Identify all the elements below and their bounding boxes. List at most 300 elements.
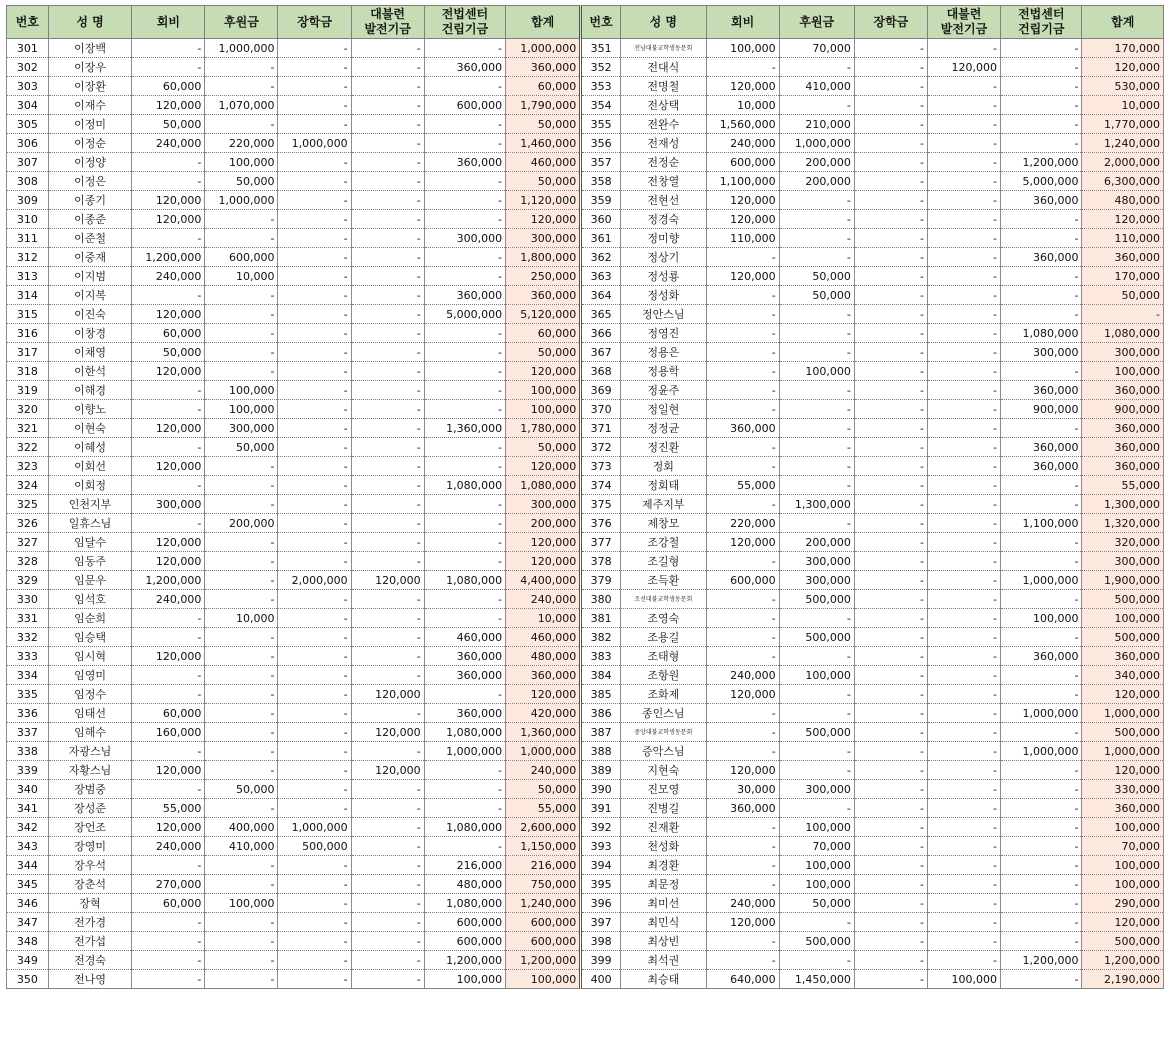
cell-name-left: 임해수 (48, 723, 132, 742)
cell-scholarship-right: - (854, 590, 927, 609)
cell-donation-right: - (779, 96, 854, 115)
cell-center-fund-left: 1,080,000 (424, 723, 505, 742)
cell-center-fund-left: - (424, 381, 505, 400)
header-col-scholarship-left: 장학금 (278, 6, 351, 39)
cell-donation-right: 500,000 (779, 932, 854, 951)
cell-total-right: 1,770,000 (1082, 115, 1164, 134)
cell-scholarship-left: - (278, 210, 351, 229)
cell-scholarship-right: - (854, 837, 927, 856)
cell-scholarship-left: - (278, 343, 351, 362)
cell-donation-left: - (205, 723, 278, 742)
cell-donation-left: 600,000 (205, 248, 278, 267)
cell-fee-right: - (706, 552, 779, 571)
cell-no-right: 384 (581, 666, 621, 685)
cell-dbl-fund-right: - (927, 362, 1000, 381)
cell-name-left: 임문우 (48, 571, 132, 590)
cell-donation-left: - (205, 742, 278, 761)
cell-fee-right: 10,000 (706, 96, 779, 115)
cell-dbl-fund-left: - (351, 210, 424, 229)
cell-dbl-fund-right: 100,000 (927, 970, 1000, 989)
cell-scholarship-left: - (278, 58, 351, 77)
cell-no-right: 359 (581, 191, 621, 210)
cell-scholarship-left: - (278, 628, 351, 647)
cell-scholarship-left: - (278, 609, 351, 628)
cell-scholarship-left: - (278, 305, 351, 324)
cell-scholarship-right: - (854, 381, 927, 400)
cell-center-fund-left: 1,080,000 (424, 476, 505, 495)
cell-fee-right: - (706, 286, 779, 305)
cell-scholarship-right: - (854, 913, 927, 932)
cell-donation-left: 1,000,000 (205, 39, 278, 58)
cell-donation-left: 200,000 (205, 514, 278, 533)
cell-total-left: 120,000 (506, 210, 581, 229)
cell-dbl-fund-left: - (351, 419, 424, 438)
cell-scholarship-right: - (854, 457, 927, 476)
table-row (7, 305, 1164, 324)
cell-total-left: 4,400,000 (506, 571, 581, 590)
header-col-dbl-fund-left: 대불련 발전기금 (351, 6, 424, 39)
cell-dbl-fund-right: - (927, 229, 1000, 248)
cell-name-right: 전재성 (620, 134, 706, 153)
cell-fee-right: 120,000 (706, 191, 779, 210)
cell-dbl-fund-right: - (927, 913, 1000, 932)
cell-total-right: 480,000 (1082, 191, 1164, 210)
cell-fee-right: 120,000 (706, 761, 779, 780)
cell-donation-left: 50,000 (205, 438, 278, 457)
cell-center-fund-right: - (1001, 286, 1082, 305)
cell-scholarship-left: - (278, 267, 351, 286)
cell-scholarship-right: - (854, 248, 927, 267)
cell-no-left: 327 (7, 533, 49, 552)
header-col-scholarship-right: 장학금 (854, 6, 927, 39)
cell-name-left: 임승택 (48, 628, 132, 647)
cell-name-right: 정성화 (620, 286, 706, 305)
cell-dbl-fund-right: - (927, 324, 1000, 343)
cell-no-left: 341 (7, 799, 49, 818)
cell-center-fund-right: 300,000 (1001, 343, 1082, 362)
cell-dbl-fund-left: 120,000 (351, 761, 424, 780)
cell-scholarship-left: - (278, 229, 351, 248)
cell-donation-right: 50,000 (779, 286, 854, 305)
cell-total-left: 360,000 (506, 58, 581, 77)
cell-donation-right: - (779, 191, 854, 210)
cell-dbl-fund-right: - (927, 381, 1000, 400)
cell-fee-left: - (132, 476, 205, 495)
cell-center-fund-left: 600,000 (424, 96, 505, 115)
cell-scholarship-left: - (278, 286, 351, 305)
cell-scholarship-left: - (278, 324, 351, 343)
cell-dbl-fund-left: - (351, 305, 424, 324)
cell-donation-left: 50,000 (205, 172, 278, 191)
cell-center-fund-left: - (424, 514, 505, 533)
cell-dbl-fund-right: - (927, 134, 1000, 153)
cell-fee-right: - (706, 362, 779, 381)
cell-fee-left: 120,000 (132, 96, 205, 115)
cell-no-left: 336 (7, 704, 49, 723)
cell-scholarship-right: - (854, 324, 927, 343)
cell-center-fund-left: - (424, 780, 505, 799)
table-row (7, 761, 1164, 780)
cell-scholarship-left: - (278, 704, 351, 723)
header-col-dbl-fund-right: 대불련 발전기금 (927, 6, 1000, 39)
cell-dbl-fund-right: - (927, 533, 1000, 552)
cell-fee-right: 640,000 (706, 970, 779, 989)
cell-no-left: 304 (7, 96, 49, 115)
cell-no-right: 400 (581, 970, 621, 989)
cell-fee-right: 120,000 (706, 685, 779, 704)
cell-scholarship-right: - (854, 685, 927, 704)
cell-fee-left: 50,000 (132, 115, 205, 134)
cell-fee-left: 1,200,000 (132, 571, 205, 590)
cell-fee-left: 120,000 (132, 210, 205, 229)
cell-total-left: 1,360,000 (506, 723, 581, 742)
cell-total-right: 360,000 (1082, 799, 1164, 818)
cell-donation-right: - (779, 647, 854, 666)
cell-total-right: 100,000 (1082, 875, 1164, 894)
cell-name-right: 정일현 (620, 400, 706, 419)
cell-donation-right: 50,000 (779, 267, 854, 286)
cell-center-fund-right: - (1001, 362, 1082, 381)
cell-name-left: 장성준 (48, 799, 132, 818)
cell-center-fund-left: 360,000 (424, 704, 505, 723)
cell-no-right: 394 (581, 856, 621, 875)
cell-fee-left: - (132, 400, 205, 419)
cell-total-right: 1,300,000 (1082, 495, 1164, 514)
cell-no-left: 329 (7, 571, 49, 590)
cell-total-right: 360,000 (1082, 438, 1164, 457)
cell-total-left: 1,240,000 (506, 894, 581, 913)
cell-no-left: 320 (7, 400, 49, 419)
header-col-donation-right: 후원금 (779, 6, 854, 39)
cell-total-left: 1,120,000 (506, 191, 581, 210)
cell-total-left: 250,000 (506, 267, 581, 286)
cell-name-right: 전명철 (620, 77, 706, 96)
cell-total-right: 1,000,000 (1082, 742, 1164, 761)
table-row (7, 742, 1164, 761)
cell-fee-right: - (706, 590, 779, 609)
cell-name-right: 정성룡 (620, 267, 706, 286)
cell-no-left: 305 (7, 115, 49, 134)
cell-fee-left: 120,000 (132, 533, 205, 552)
cell-total-left: 100,000 (506, 970, 581, 989)
cell-dbl-fund-left: - (351, 780, 424, 799)
cell-total-right: 170,000 (1082, 267, 1164, 286)
cell-no-left: 333 (7, 647, 49, 666)
cell-scholarship-right: - (854, 856, 927, 875)
cell-scholarship-left: 1,000,000 (278, 818, 351, 837)
cell-dbl-fund-right: - (927, 305, 1000, 324)
table-row (7, 457, 1164, 476)
cell-donation-left: - (205, 324, 278, 343)
cell-donation-right: 100,000 (779, 818, 854, 837)
cell-no-right: 362 (581, 248, 621, 267)
cell-center-fund-right: 360,000 (1001, 191, 1082, 210)
cell-dbl-fund-right: - (927, 818, 1000, 837)
cell-scholarship-right: - (854, 229, 927, 248)
cell-name-right: 조태형 (620, 647, 706, 666)
header-col-total-right: 합계 (1082, 6, 1164, 39)
cell-total-left: 1,780,000 (506, 419, 581, 438)
cell-scholarship-left: - (278, 457, 351, 476)
cell-total-right: 10,000 (1082, 96, 1164, 115)
cell-fee-right: 120,000 (706, 77, 779, 96)
cell-donation-left: 10,000 (205, 267, 278, 286)
cell-name-left: 자황스님 (48, 761, 132, 780)
cell-fee-right: 220,000 (706, 514, 779, 533)
cell-scholarship-left: - (278, 533, 351, 552)
cell-no-left: 318 (7, 362, 49, 381)
cell-center-fund-right: 900,000 (1001, 400, 1082, 419)
cell-no-left: 338 (7, 742, 49, 761)
cell-donation-right: - (779, 704, 854, 723)
cell-dbl-fund-left: - (351, 932, 424, 951)
cell-scholarship-left: - (278, 191, 351, 210)
cell-scholarship-right: - (854, 514, 927, 533)
table-row (7, 229, 1164, 248)
cell-name-left: 이한석 (48, 362, 132, 381)
cell-no-left: 316 (7, 324, 49, 343)
cell-name-left: 임동주 (48, 552, 132, 571)
cell-name-left: 장영미 (48, 837, 132, 856)
cell-name-right: 정회 (620, 457, 706, 476)
table-row (7, 951, 1164, 970)
cell-donation-right: - (779, 951, 854, 970)
cell-fee-left: 1,200,000 (132, 248, 205, 267)
cell-total-right: 120,000 (1082, 685, 1164, 704)
cell-no-right: 380 (581, 590, 621, 609)
cell-total-left: 50,000 (506, 115, 581, 134)
cell-total-left: 60,000 (506, 77, 581, 96)
cell-donation-left: 100,000 (205, 400, 278, 419)
cell-scholarship-left: - (278, 495, 351, 514)
cell-center-fund-left: 360,000 (424, 286, 505, 305)
cell-scholarship-left: - (278, 742, 351, 761)
cell-center-fund-left: - (424, 362, 505, 381)
cell-total-left: 1,000,000 (506, 39, 581, 58)
cell-scholarship-right: - (854, 210, 927, 229)
cell-no-left: 311 (7, 229, 49, 248)
cell-total-left: 460,000 (506, 153, 581, 172)
table-row (7, 875, 1164, 894)
cell-fee-left: 120,000 (132, 305, 205, 324)
cell-total-right: 100,000 (1082, 609, 1164, 628)
cell-center-fund-right: - (1001, 761, 1082, 780)
cell-name-left: 이종준 (48, 210, 132, 229)
cell-total-right: 100,000 (1082, 362, 1164, 381)
cell-fee-right: - (706, 609, 779, 628)
cell-donation-left: - (205, 229, 278, 248)
cell-center-fund-left: - (424, 39, 505, 58)
cell-fee-left: 120,000 (132, 362, 205, 381)
cell-scholarship-left: - (278, 362, 351, 381)
cell-center-fund-left: 360,000 (424, 666, 505, 685)
cell-donation-left: 1,070,000 (205, 96, 278, 115)
cell-dbl-fund-left: - (351, 666, 424, 685)
cell-name-left: 이채영 (48, 343, 132, 362)
cell-dbl-fund-right: - (927, 476, 1000, 495)
table-row (7, 153, 1164, 172)
cell-no-right: 358 (581, 172, 621, 191)
cell-scholarship-right: - (854, 552, 927, 571)
cell-scholarship-right: - (854, 77, 927, 96)
cell-total-right: 70,000 (1082, 837, 1164, 856)
cell-no-right: 376 (581, 514, 621, 533)
cell-center-fund-right: - (1001, 552, 1082, 571)
cell-donation-left: - (205, 799, 278, 818)
cell-name-right: 전상택 (620, 96, 706, 115)
cell-center-fund-right: 360,000 (1001, 381, 1082, 400)
cell-scholarship-right: - (854, 267, 927, 286)
cell-scholarship-left: - (278, 780, 351, 799)
cell-fee-right: 120,000 (706, 267, 779, 286)
cell-no-right: 396 (581, 894, 621, 913)
cell-center-fund-right: 1,200,000 (1001, 153, 1082, 172)
cell-dbl-fund-right: - (927, 723, 1000, 742)
cell-fee-right: 55,000 (706, 476, 779, 495)
cell-total-right: 300,000 (1082, 552, 1164, 571)
table-row (7, 913, 1164, 932)
cell-donation-left: - (205, 286, 278, 305)
table-row (7, 780, 1164, 799)
table-row (7, 666, 1164, 685)
cell-no-left: 314 (7, 286, 49, 305)
cell-fee-left: - (132, 932, 205, 951)
table-row (7, 362, 1164, 381)
cell-total-left: 750,000 (506, 875, 581, 894)
cell-scholarship-right: - (854, 742, 927, 761)
cell-scholarship-right: - (854, 761, 927, 780)
cell-no-right: 370 (581, 400, 621, 419)
cell-dbl-fund-right: - (927, 191, 1000, 210)
cell-dbl-fund-right: - (927, 400, 1000, 419)
cell-center-fund-left: 216,000 (424, 856, 505, 875)
cell-center-fund-left: - (424, 799, 505, 818)
cell-total-right: 900,000 (1082, 400, 1164, 419)
cell-name-left: 전가경 (48, 913, 132, 932)
table-row (7, 419, 1164, 438)
cell-no-left: 319 (7, 381, 49, 400)
cell-center-fund-right: - (1001, 495, 1082, 514)
cell-center-fund-right: - (1001, 533, 1082, 552)
table-row (7, 324, 1164, 343)
cell-scholarship-left: - (278, 172, 351, 191)
cell-fee-left: 270,000 (132, 875, 205, 894)
cell-fee-left: 60,000 (132, 324, 205, 343)
cell-name-right: 최미선 (620, 894, 706, 913)
cell-no-left: 322 (7, 438, 49, 457)
cell-dbl-fund-left: 120,000 (351, 723, 424, 742)
cell-total-right: 290,000 (1082, 894, 1164, 913)
cell-scholarship-left: - (278, 77, 351, 96)
cell-scholarship-left: - (278, 96, 351, 115)
table-row (7, 172, 1164, 191)
cell-fee-left: - (132, 742, 205, 761)
cell-no-left: 328 (7, 552, 49, 571)
cell-no-right: 361 (581, 229, 621, 248)
cell-name-left: 이향노 (48, 400, 132, 419)
cell-center-fund-left: - (424, 267, 505, 286)
cell-name-right: 조항원 (620, 666, 706, 685)
cell-fee-left: 120,000 (132, 761, 205, 780)
cell-name-left: 전가섭 (48, 932, 132, 951)
cell-fee-right: - (706, 932, 779, 951)
cell-donation-left: - (205, 856, 278, 875)
cell-fee-right: - (706, 875, 779, 894)
cell-fee-left: - (132, 856, 205, 875)
cell-name-left: 이정양 (48, 153, 132, 172)
cell-scholarship-left: - (278, 552, 351, 571)
table-row (7, 286, 1164, 305)
cell-dbl-fund-right: - (927, 761, 1000, 780)
cell-name-right: 지현숙 (620, 761, 706, 780)
cell-scholarship-right: - (854, 894, 927, 913)
cell-total-left: 55,000 (506, 799, 581, 818)
table-row (7, 381, 1164, 400)
cell-no-right: 368 (581, 362, 621, 381)
cell-donation-left: - (205, 913, 278, 932)
cell-no-right: 398 (581, 932, 621, 951)
cell-fee-right: 120,000 (706, 913, 779, 932)
cell-center-fund-right: - (1001, 590, 1082, 609)
cell-scholarship-right: - (854, 818, 927, 837)
cell-dbl-fund-left: - (351, 495, 424, 514)
cell-name-right: 정정균 (620, 419, 706, 438)
cell-name-left: 전나영 (48, 970, 132, 989)
cell-name-left: 이창경 (48, 324, 132, 343)
cell-no-right: 352 (581, 58, 621, 77)
cell-donation-right: 500,000 (779, 590, 854, 609)
cell-name-left: 임태선 (48, 704, 132, 723)
cell-scholarship-right: - (854, 628, 927, 647)
cell-scholarship-left: - (278, 913, 351, 932)
cell-dbl-fund-right: - (927, 153, 1000, 172)
cell-no-left: 303 (7, 77, 49, 96)
cell-donation-right: - (779, 742, 854, 761)
cell-fee-right: 30,000 (706, 780, 779, 799)
cell-donation-right: - (779, 400, 854, 419)
cell-name-left: 이준철 (48, 229, 132, 248)
cell-dbl-fund-right: - (927, 96, 1000, 115)
cell-scholarship-right: - (854, 495, 927, 514)
cell-total-right: 100,000 (1082, 856, 1164, 875)
cell-scholarship-right: - (854, 647, 927, 666)
cell-center-fund-right: - (1001, 970, 1082, 989)
cell-center-fund-right: - (1001, 628, 1082, 647)
table-row (7, 932, 1164, 951)
cell-name-left: 임영미 (48, 666, 132, 685)
cell-donation-right: - (779, 305, 854, 324)
cell-dbl-fund-left: - (351, 951, 424, 970)
cell-fee-left: - (132, 951, 205, 970)
cell-dbl-fund-left: - (351, 153, 424, 172)
cell-total-right: 120,000 (1082, 913, 1164, 932)
cell-no-right: 383 (581, 647, 621, 666)
cell-dbl-fund-left: - (351, 628, 424, 647)
cell-center-fund-right: - (1001, 229, 1082, 248)
cell-donation-left: - (205, 666, 278, 685)
cell-name-left: 이장백 (48, 39, 132, 58)
cell-center-fund-right: 360,000 (1001, 647, 1082, 666)
cell-dbl-fund-left: - (351, 172, 424, 191)
cell-dbl-fund-right: - (927, 704, 1000, 723)
cell-no-right: 389 (581, 761, 621, 780)
cell-center-fund-left: - (424, 343, 505, 362)
cell-total-left: 60,000 (506, 324, 581, 343)
cell-no-left: 337 (7, 723, 49, 742)
cell-name-left: 이정미 (48, 115, 132, 134)
cell-no-left: 325 (7, 495, 49, 514)
cell-dbl-fund-right: - (927, 571, 1000, 590)
